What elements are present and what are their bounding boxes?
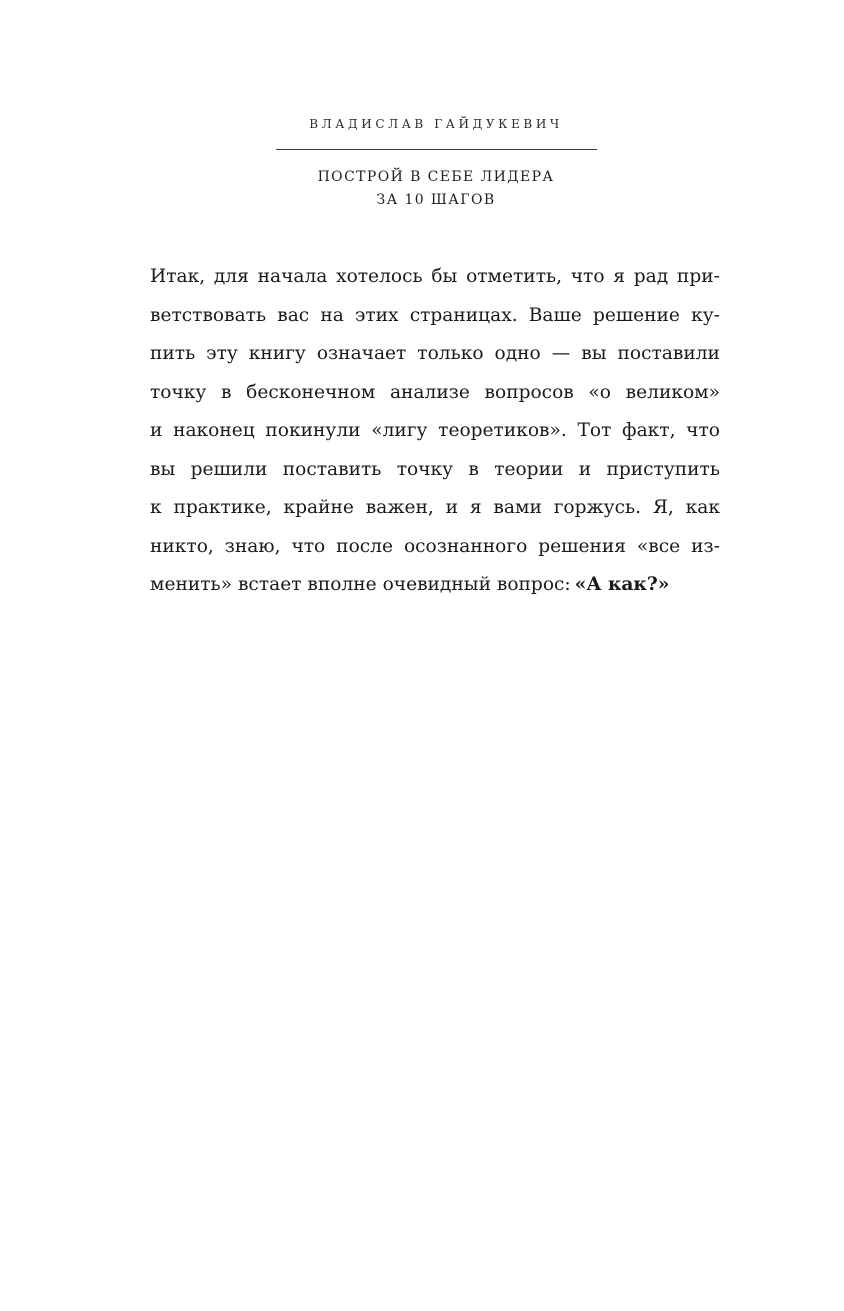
word: поставить xyxy=(282,458,382,480)
paragraph-last-line xyxy=(150,566,720,605)
word: и xyxy=(445,497,458,518)
author-name: ВЛАДИСЛАВ ГАЙДУКЕВИЧ xyxy=(309,117,563,131)
word: и xyxy=(578,458,592,480)
word: что xyxy=(291,535,326,557)
word: отметить, xyxy=(466,266,563,287)
word: решение xyxy=(592,304,680,326)
word: книгу xyxy=(248,343,306,364)
paragraph-last-line-text: менить» встает вполне очевидный вопрос: xyxy=(150,574,571,595)
body-paragraph xyxy=(150,258,720,605)
book-title-line-2: ЗА 10 ШАГОВ xyxy=(376,192,496,208)
word: ку- xyxy=(691,304,720,326)
word: Тот xyxy=(577,420,612,441)
word: Итак, xyxy=(150,266,206,287)
paragraph-line xyxy=(150,374,720,413)
paragraph-line xyxy=(150,297,720,336)
word: «все xyxy=(636,535,681,557)
word: бесконечном xyxy=(246,381,376,403)
word: из- xyxy=(691,535,720,557)
word: решили xyxy=(190,458,268,480)
word: «о xyxy=(588,381,611,403)
word: покинули xyxy=(265,420,361,441)
word: — xyxy=(551,343,571,364)
word: крайне xyxy=(283,497,354,518)
word: вы xyxy=(581,343,607,364)
word: пить xyxy=(150,343,196,364)
word: в xyxy=(468,458,479,480)
word: «лигу xyxy=(371,420,428,441)
question-emphasis: «А как?» xyxy=(574,574,670,595)
word: в xyxy=(221,381,232,403)
word: вас xyxy=(277,304,310,326)
word: великом» xyxy=(625,381,720,403)
word: к xyxy=(150,497,162,518)
word: Я, xyxy=(652,497,674,518)
header-divider xyxy=(276,149,597,150)
word: означает xyxy=(316,343,407,364)
paragraph-line xyxy=(150,489,720,528)
paragraph-line xyxy=(150,412,720,451)
word: ветствовать xyxy=(150,304,267,326)
word: как xyxy=(685,497,720,518)
word: важен, xyxy=(365,497,434,518)
word: только xyxy=(417,343,484,364)
word: факт, xyxy=(622,420,676,441)
word: вами xyxy=(493,497,542,518)
word: знаю, xyxy=(224,535,281,557)
word: никто, xyxy=(150,535,214,557)
word: осознанного xyxy=(403,535,528,557)
book-title-line-1: ПОСТРОЙ В СЕБЕ ЛИДЕРА xyxy=(317,169,555,185)
word: поставили xyxy=(617,343,720,364)
book-title xyxy=(0,166,844,212)
word: практике, xyxy=(173,497,272,518)
word: наконец xyxy=(173,420,255,441)
word: при- xyxy=(676,266,720,287)
word: вопросов xyxy=(484,381,574,403)
word: рад xyxy=(633,266,669,287)
paragraph-line xyxy=(150,451,720,490)
word: бы xyxy=(431,266,458,287)
word: на xyxy=(320,304,344,326)
word: решения xyxy=(538,535,626,557)
paragraph-line xyxy=(150,258,720,297)
word: анализе xyxy=(389,381,470,403)
word: хотелось xyxy=(336,266,423,287)
word: для xyxy=(213,266,249,287)
word: приступить xyxy=(606,458,720,480)
word: одно xyxy=(494,343,541,364)
word: точку xyxy=(396,458,454,480)
word: я xyxy=(469,497,482,518)
word: эту xyxy=(206,343,238,364)
word: страницах. xyxy=(409,304,518,326)
word: точку xyxy=(150,381,207,403)
word: после xyxy=(336,535,393,557)
word: этих xyxy=(354,304,399,326)
word: Ваше xyxy=(528,304,582,326)
word: что xyxy=(686,420,720,441)
word: что xyxy=(570,266,605,287)
word: вы xyxy=(150,458,176,480)
paragraph-line xyxy=(150,528,720,567)
paragraph-line xyxy=(150,335,720,374)
word: я xyxy=(613,266,626,287)
word: горжусь. xyxy=(553,497,642,518)
word: и xyxy=(150,420,163,441)
word: начала xyxy=(257,266,328,287)
word: теории xyxy=(494,458,564,480)
word: теоретиков». xyxy=(438,420,567,441)
